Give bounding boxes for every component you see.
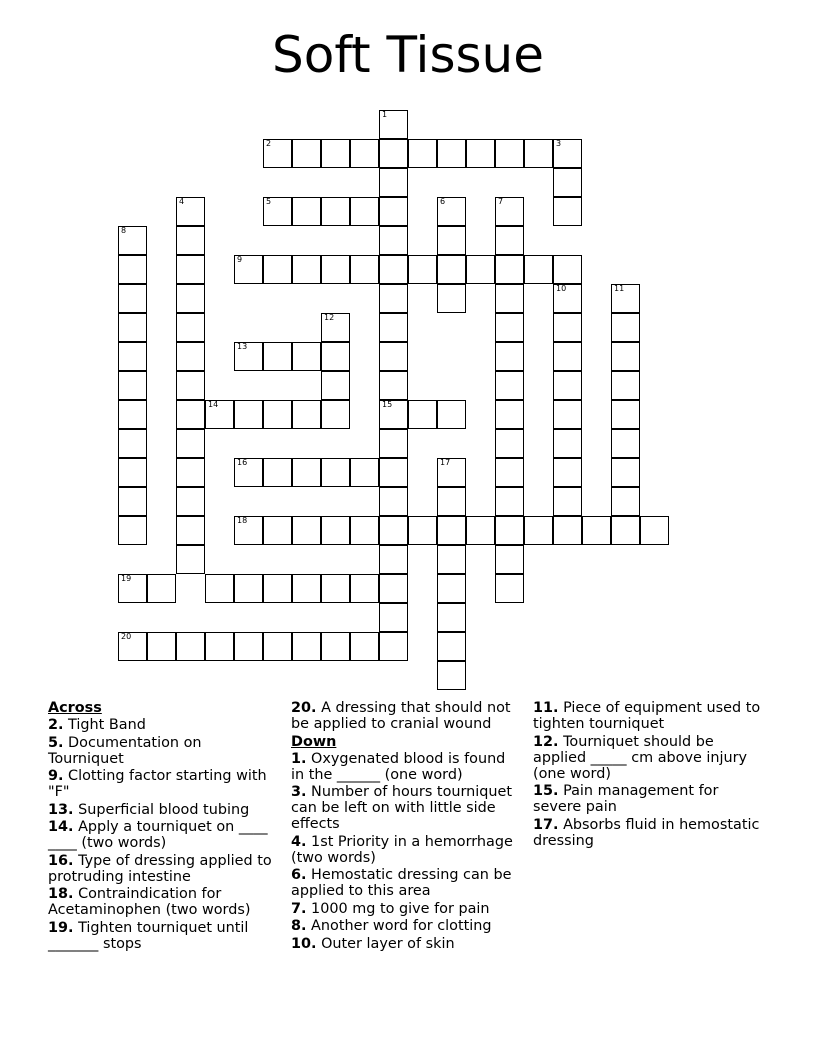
grid-cell[interactable] — [176, 458, 205, 487]
grid-cell[interactable] — [118, 487, 147, 516]
cell-number: 19 — [121, 574, 132, 583]
puzzle-title: Soft Tissue — [272, 26, 544, 84]
grid-cell[interactable] — [118, 226, 147, 255]
clue-text: Type of dressing applied to protruding intestine — [48, 852, 272, 885]
grid-cell[interactable] — [321, 313, 350, 342]
cell-number: 4 — [179, 197, 185, 206]
grid-cell[interactable] — [553, 400, 582, 429]
grid-cell[interactable] — [495, 429, 524, 458]
grid-cell[interactable] — [176, 255, 205, 284]
clue-text: Superficial blood tubing — [73, 801, 250, 818]
clue-text: Tourniquet should be applied _____ cm above injury (one word) — [533, 733, 748, 782]
grid-cell[interactable] — [437, 603, 466, 632]
clue-number: 13. — [48, 801, 74, 818]
grid-cell[interactable] — [379, 458, 408, 487]
grid-cell[interactable] — [350, 574, 379, 603]
grid-cell[interactable] — [495, 284, 524, 313]
grid-cell[interactable] — [640, 516, 669, 545]
clue-text: Apply a tourniquet on ____ ____ (two words) — [48, 819, 268, 851]
clue-number: 15. — [533, 783, 559, 799]
grid-cell[interactable] — [495, 255, 524, 284]
grid-cell[interactable] — [263, 255, 292, 284]
clue-number: 10. — [291, 935, 317, 952]
grid-cell[interactable] — [379, 603, 408, 632]
grid-cell[interactable] — [582, 516, 611, 545]
cell-number: 14 — [208, 400, 219, 409]
clue-across-14 — [48, 819, 278, 851]
grid-cell[interactable] — [495, 574, 524, 603]
clue-down-1 — [291, 751, 519, 783]
grid-cell[interactable] — [176, 632, 205, 661]
clue-text: Another word for clotting — [306, 918, 492, 934]
grid-cell[interactable] — [379, 632, 408, 661]
clue-number: 3. — [291, 784, 307, 800]
grid-cell[interactable] — [292, 255, 321, 284]
grid-cell[interactable] — [466, 255, 495, 284]
clue-number: 16. — [48, 852, 74, 869]
clue-column-1 — [48, 700, 278, 953]
clue-down-10 — [291, 936, 519, 952]
grid-cell[interactable] — [611, 342, 640, 371]
grid-cell[interactable] — [553, 168, 582, 197]
grid-cell[interactable] — [263, 197, 292, 226]
clue-number: 9. — [48, 768, 64, 784]
grid-cell[interactable] — [321, 255, 350, 284]
grid-cell[interactable] — [292, 632, 321, 661]
grid-cell[interactable] — [379, 574, 408, 603]
grid-cell[interactable] — [292, 400, 321, 429]
grid-cell[interactable] — [553, 458, 582, 487]
grid-cell[interactable] — [408, 516, 437, 545]
grid-cell[interactable] — [321, 458, 350, 487]
grid-cell[interactable] — [147, 574, 176, 603]
grid-cell[interactable] — [321, 197, 350, 226]
grid-cell[interactable] — [292, 516, 321, 545]
cell-number: 20 — [121, 632, 132, 641]
grid-cell[interactable] — [611, 516, 640, 545]
grid-cell[interactable] — [379, 429, 408, 458]
down-heading: Down — [291, 733, 337, 750]
grid-cell[interactable] — [350, 255, 379, 284]
grid-cell[interactable] — [408, 400, 437, 429]
grid-cell[interactable] — [321, 139, 350, 168]
clue-column-2 — [291, 700, 519, 953]
grid-cell[interactable] — [553, 371, 582, 400]
grid-cell[interactable] — [437, 545, 466, 574]
grid-cell[interactable] — [437, 255, 466, 284]
cell-number: 16 — [237, 458, 248, 467]
grid-cell[interactable] — [553, 429, 582, 458]
grid-cell[interactable] — [437, 516, 466, 545]
grid-cell[interactable] — [176, 284, 205, 313]
grid-cell[interactable] — [321, 632, 350, 661]
clue-text: Tighten tourniquet until _______ stops — [48, 919, 249, 952]
clue-across-18 — [48, 886, 278, 918]
grid-cell[interactable] — [553, 342, 582, 371]
grid-cell[interactable] — [263, 342, 292, 371]
clue-text: Number of hours tourniquet can be left on with little side effects — [291, 784, 513, 832]
grid-cell[interactable] — [118, 313, 147, 342]
clue-across-5 — [48, 735, 278, 767]
grid-cell[interactable] — [118, 429, 147, 458]
clue-text: Piece of equipment used to tighten tourniquet — [533, 700, 761, 732]
grid-cell[interactable] — [292, 197, 321, 226]
grid-cell[interactable] — [466, 139, 495, 168]
grid-cell[interactable] — [495, 487, 524, 516]
grid-cell[interactable] — [176, 226, 205, 255]
grid-cell[interactable] — [292, 458, 321, 487]
grid-cell[interactable] — [437, 661, 466, 690]
clue-number: 12. — [533, 733, 559, 750]
grid-cell[interactable] — [408, 139, 437, 168]
grid-cell[interactable] — [205, 632, 234, 661]
clue-text: Documentation on Tourniquet — [48, 734, 202, 767]
clue-text: Clotting factor starting with "F" — [48, 768, 267, 800]
grid-cell[interactable] — [176, 371, 205, 400]
grid-cell[interactable] — [118, 516, 147, 545]
grid-cell[interactable] — [118, 574, 147, 603]
clue-down-4 — [291, 834, 519, 866]
grid-cell[interactable] — [350, 516, 379, 545]
grid-cell[interactable] — [379, 226, 408, 255]
grid-cell[interactable] — [234, 400, 263, 429]
cell-number: 11 — [614, 284, 625, 293]
grid-cell[interactable] — [611, 400, 640, 429]
cell-number: 6 — [440, 197, 446, 206]
grid-cell[interactable] — [495, 516, 524, 545]
grid-cell[interactable] — [611, 487, 640, 516]
grid-cell[interactable] — [611, 284, 640, 313]
grid-cell[interactable] — [553, 197, 582, 226]
cell-number: 2 — [266, 139, 272, 148]
grid-cell[interactable] — [437, 139, 466, 168]
grid-cell[interactable] — [611, 313, 640, 342]
clue-down-8 — [291, 918, 519, 934]
grid-cell[interactable] — [321, 400, 350, 429]
grid-cell[interactable] — [524, 139, 553, 168]
grid-cell[interactable] — [118, 400, 147, 429]
clue-number: 6. — [291, 867, 307, 883]
grid-cell[interactable] — [234, 342, 263, 371]
grid-cell[interactable] — [176, 516, 205, 545]
cell-number: 15 — [382, 400, 393, 409]
clue-across-16 — [48, 853, 278, 885]
grid-cell[interactable] — [350, 458, 379, 487]
grid-cell[interactable] — [437, 197, 466, 226]
grid-cell[interactable] — [495, 313, 524, 342]
grid-cell[interactable] — [292, 139, 321, 168]
grid-cell[interactable] — [263, 400, 292, 429]
grid-cell[interactable] — [350, 197, 379, 226]
grid-cell[interactable] — [495, 197, 524, 226]
grid-cell[interactable] — [234, 516, 263, 545]
clue-number: 19. — [48, 919, 74, 936]
grid-cell[interactable] — [176, 197, 205, 226]
grid-cell[interactable] — [379, 487, 408, 516]
grid-cell[interactable] — [553, 139, 582, 168]
grid-cell[interactable] — [234, 632, 263, 661]
grid-cell[interactable] — [321, 516, 350, 545]
clue-text: Outer layer of skin — [316, 935, 455, 952]
grid-cell[interactable] — [495, 458, 524, 487]
clue-text: Contraindication for Acetaminophen (two words) — [48, 886, 251, 918]
cell-number: 12 — [324, 313, 335, 322]
grid-cell[interactable] — [495, 545, 524, 574]
clue-down-15 — [533, 783, 763, 815]
grid-cell[interactable] — [263, 458, 292, 487]
clue-text: 1st Priority in a hemorrhage (two words) — [291, 833, 513, 866]
grid-cell[interactable] — [176, 342, 205, 371]
grid-cell[interactable] — [379, 110, 408, 139]
clue-text: Hemostatic dressing can be applied to this area — [291, 867, 512, 899]
grid-cell[interactable] — [553, 487, 582, 516]
grid-cell[interactable] — [205, 574, 234, 603]
grid-cell[interactable] — [379, 197, 408, 226]
grid-cell[interactable] — [379, 255, 408, 284]
clue-across-20 — [291, 700, 519, 732]
grid-cell[interactable] — [350, 632, 379, 661]
clue-number: 1. — [291, 750, 307, 767]
clue-number: 11. — [533, 700, 559, 716]
clue-down-17 — [533, 817, 763, 849]
grid-cell[interactable] — [234, 458, 263, 487]
grid-cell[interactable] — [379, 400, 408, 429]
grid-cell[interactable] — [321, 371, 350, 400]
grid-cell[interactable] — [437, 226, 466, 255]
clue-number: 14. — [48, 819, 74, 835]
clue-text: 1000 mg to give for pain — [306, 900, 490, 917]
clue-column-3 — [533, 700, 763, 850]
grid-cell[interactable] — [292, 342, 321, 371]
cell-number: 5 — [266, 197, 272, 206]
grid-cell[interactable] — [234, 255, 263, 284]
grid-cell[interactable] — [553, 255, 582, 284]
grid-cell[interactable] — [437, 487, 466, 516]
grid-cell[interactable] — [263, 139, 292, 168]
grid-cell[interactable] — [176, 400, 205, 429]
clue-number: 5. — [48, 734, 64, 751]
cell-number: 9 — [237, 255, 243, 264]
grid-cell[interactable] — [321, 574, 350, 603]
cell-number: 10 — [556, 284, 567, 293]
grid-cell[interactable] — [205, 400, 234, 429]
grid-cell[interactable] — [118, 255, 147, 284]
clue-down-12 — [533, 734, 763, 782]
clue-text: Oxygenated blood is found in the ______ (one word) — [291, 750, 506, 783]
grid-cell[interactable] — [118, 632, 147, 661]
grid-cell[interactable] — [350, 139, 379, 168]
grid-cell[interactable] — [611, 429, 640, 458]
grid-cell[interactable] — [263, 516, 292, 545]
grid-cell[interactable] — [176, 429, 205, 458]
cell-number: 18 — [237, 516, 248, 525]
grid-cell[interactable] — [379, 168, 408, 197]
clue-text: Pain management for severe pain — [533, 783, 719, 815]
clue-across-19 — [48, 920, 278, 952]
grid-cell[interactable] — [466, 516, 495, 545]
clue-text: Tight Band — [63, 717, 146, 733]
clue-across-13 — [48, 802, 278, 818]
grid-cell[interactable] — [379, 371, 408, 400]
clue-number: 8. — [291, 918, 307, 934]
cell-number: 8 — [121, 226, 127, 235]
clue-number: 18. — [48, 886, 74, 902]
clue-across-2 — [48, 717, 278, 733]
grid-cell[interactable] — [495, 226, 524, 255]
grid-cell[interactable] — [379, 139, 408, 168]
grid-cell[interactable] — [118, 458, 147, 487]
grid-cell[interactable] — [263, 574, 292, 603]
grid-cell[interactable] — [118, 284, 147, 313]
clue-down-7 — [291, 901, 519, 917]
grid-cell[interactable] — [379, 313, 408, 342]
grid-cell[interactable] — [176, 487, 205, 516]
grid-cell[interactable] — [553, 516, 582, 545]
grid-cell[interactable] — [437, 458, 466, 487]
grid-cell[interactable] — [495, 400, 524, 429]
cell-number: 3 — [556, 139, 562, 148]
grid-cell[interactable] — [437, 574, 466, 603]
clue-number: 17. — [533, 816, 559, 833]
cell-number: 7 — [498, 197, 504, 206]
grid-cell[interactable] — [321, 342, 350, 371]
clue-down-6 — [291, 867, 519, 899]
grid-cell[interactable] — [118, 342, 147, 371]
clue-down-11 — [533, 700, 763, 732]
grid-cell[interactable] — [437, 632, 466, 661]
grid-cell[interactable] — [147, 632, 176, 661]
grid-cell[interactable] — [379, 284, 408, 313]
grid-cell[interactable] — [553, 313, 582, 342]
grid-cell[interactable] — [495, 371, 524, 400]
clue-number: 2. — [48, 717, 64, 733]
grid-cell[interactable] — [176, 545, 205, 574]
grid-cell[interactable] — [292, 574, 321, 603]
grid-cell[interactable] — [118, 371, 147, 400]
clue-number: 7. — [291, 900, 307, 917]
grid-cell[interactable] — [524, 516, 553, 545]
grid-cell[interactable] — [176, 313, 205, 342]
grid-cell[interactable] — [553, 284, 582, 313]
clue-number: 4. — [291, 833, 307, 850]
grid-cell[interactable] — [495, 342, 524, 371]
cell-number: 13 — [237, 342, 248, 351]
grid-cell[interactable] — [379, 516, 408, 545]
grid-cell[interactable] — [611, 371, 640, 400]
grid-cell[interactable] — [611, 458, 640, 487]
cell-number: 17 — [440, 458, 451, 467]
cell-number: 1 — [382, 110, 388, 119]
grid-cell[interactable] — [379, 342, 408, 371]
clue-down-3 — [291, 784, 519, 832]
clue-text: Absorbs fluid in hemostatic dressing — [533, 816, 760, 849]
grid-cell[interactable] — [437, 284, 466, 313]
grid-cell[interactable] — [524, 255, 553, 284]
grid-cell[interactable] — [437, 400, 466, 429]
clue-across-9 — [48, 768, 278, 800]
grid-cell[interactable] — [234, 574, 263, 603]
across-heading: Across — [48, 700, 102, 716]
grid-cell[interactable] — [495, 139, 524, 168]
grid-cell[interactable] — [263, 632, 292, 661]
clue-text: A dressing that should not be applied to cranial wound — [291, 700, 511, 732]
clue-number: 20. — [291, 700, 317, 716]
grid-cell[interactable] — [408, 255, 437, 284]
grid-cell[interactable] — [379, 545, 408, 574]
